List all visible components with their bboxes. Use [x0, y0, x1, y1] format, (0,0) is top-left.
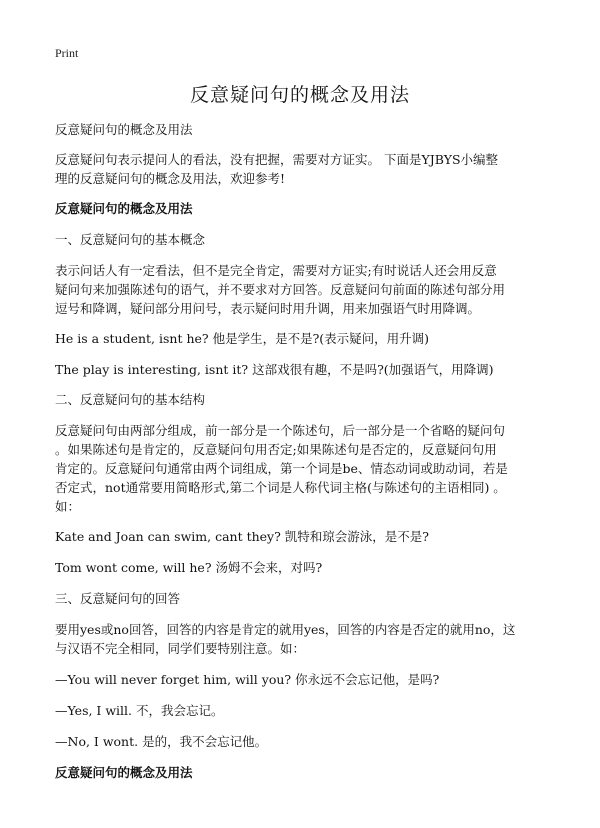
section-2-line-1: 反意疑问句由两部分组成，前一部分是一个陈述句，后一部分是一个省略的疑问句 — [55, 423, 506, 438]
section-heading-2: 反意疑问句的概念及用法 — [55, 765, 193, 780]
section-heading: 反意疑问句的概念及用法 — [55, 201, 193, 216]
section-1-line-2: 疑问句来加强陈述句的语气，并不要求对方回答。反意疑问句前面的陈述句部分用 — [55, 282, 506, 297]
section-2-line-4: 否定式，not通常要用简略形式,第二个词是人称代词主格(与陈述句的主语相同) 。 — [55, 480, 506, 495]
section-1-line-1: 表示问话人有一定看法，但不是完全肯定，需要对方证实;有时说话人还会用反意 — [55, 263, 497, 278]
example-4: Tom wont come, will he? 汤姆不会来，对吗? — [55, 560, 323, 575]
print-link[interactable]: Print — [55, 46, 79, 60]
subtitle: 反意疑问句的概念及用法 — [55, 122, 193, 137]
section-1-title: 一、反意疑问句的基本概念 — [55, 232, 206, 247]
section-3-title: 三、反意疑问句的回答 — [55, 591, 181, 606]
example-6: —Yes, I will. 不，我会忘记。 — [55, 703, 224, 718]
section-3-line-1: 要用yes或no回答，回答的内容是肯定的就用yes，回答的内容是否定的就用no，这 — [55, 622, 516, 637]
section-1-line-3: 逗号和降调，疑问部分用问号，表示疑问时用升调，用来加强语气时用降调。 — [55, 301, 481, 316]
section-2-line-5: 如： — [55, 499, 81, 514]
intro-line-1: 反意疑问句表示提问人的看法，没有把握，需要对方证实。 下面是YJBYS小编整 — [55, 152, 499, 167]
section-2-title: 二、反意疑问句的基本结构 — [55, 392, 206, 407]
example-7: —No, I wont. 是的，我不会忘记他。 — [55, 734, 268, 749]
intro-line-2: 理的反意疑问句的概念及用法，欢迎参考! — [55, 171, 286, 186]
example-1: He is a student, isnt he? 他是学生，是不是?(表示疑问，用升调) — [55, 331, 430, 346]
example-2: The play is interesting, isnt it? 这部戏很有趣，不是吗?(加强语气，用降调) — [55, 362, 494, 377]
example-5: —You will never forget him, will you? 你永远不会忘记他，是吗? — [55, 672, 440, 687]
section-2-line-2: 。如果陈述句是肯定的，反意疑问句用否定;如果陈述句是否定的，反意疑问句用 — [55, 442, 497, 457]
section-3-line-2: 与汉语不完全相同，同学们要特别注意。如： — [55, 641, 306, 656]
document-title: 反意疑问句的概念及用法 — [189, 84, 410, 106]
section-2-line-3: 肯定的。反意疑问句通常由两个词组成，第一个词是be、情态动词或助动词，若是 — [55, 461, 508, 476]
example-3: Kate and Joan can swim, cant they? 凯特和琼会游泳，是不是? — [55, 529, 429, 544]
